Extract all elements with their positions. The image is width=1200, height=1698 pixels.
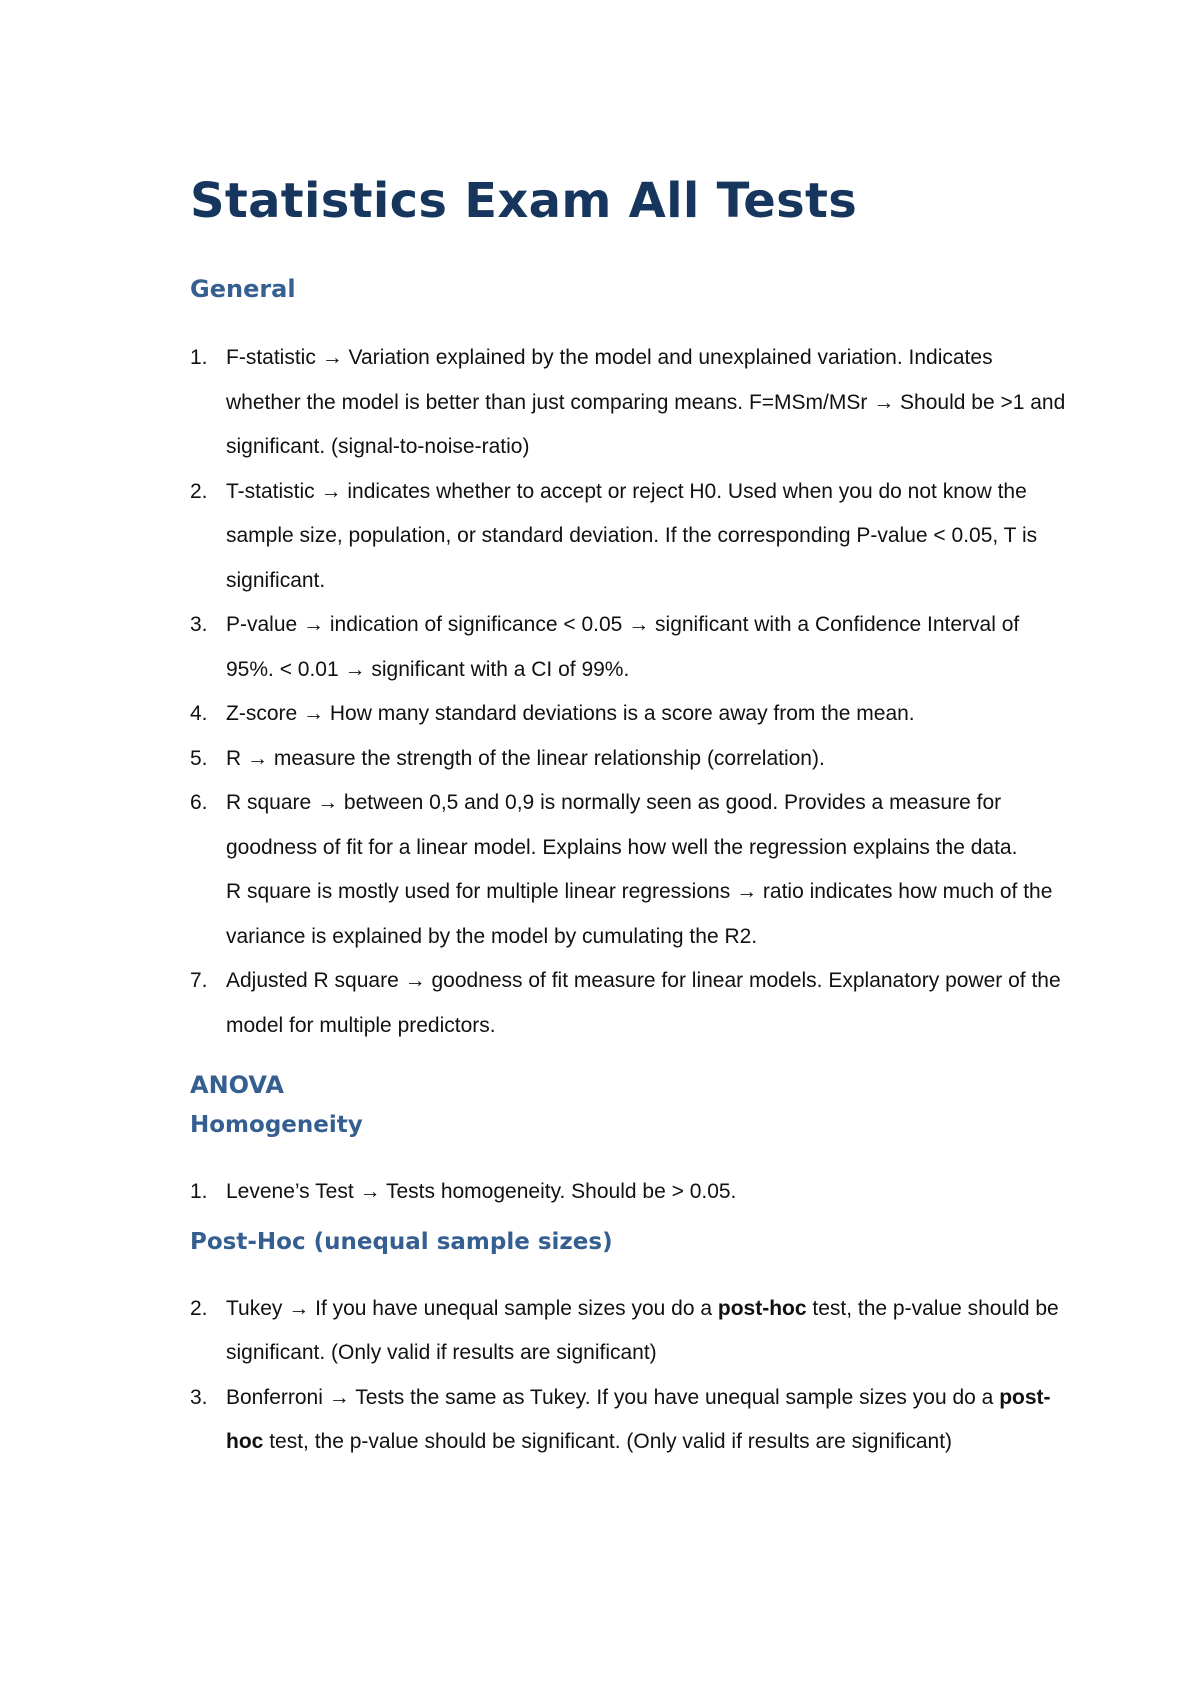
list-item bbox=[190, 692, 1070, 737]
list-number: 2. bbox=[190, 479, 208, 503]
item-text: goodness of fit measure for linear models. Explanatory power of the model for multiple predictors. bbox=[226, 969, 1061, 1037]
list-item bbox=[190, 781, 1070, 959]
page-title: Statistics Exam All Tests bbox=[190, 173, 858, 229]
arrow-icon: → bbox=[736, 880, 758, 903]
item-text: between 0,5 and 0,9 is normally seen as good. Provides a measure for goodness of fit for a linear model. Explains how well the regression explains the data. bbox=[226, 791, 1018, 859]
arrow-icon: → bbox=[303, 702, 325, 725]
item-term: R square bbox=[226, 791, 312, 814]
list-item bbox=[190, 1287, 1070, 1376]
list-number: 4. bbox=[190, 702, 208, 725]
arrow-icon: → bbox=[288, 1296, 310, 1320]
item-text: Should be >1 and significant. (signal-to-noise-ratio) bbox=[226, 390, 1066, 458]
section-heading-general: General bbox=[190, 275, 296, 303]
list-item bbox=[190, 336, 1070, 470]
arrow-icon: → bbox=[317, 791, 339, 814]
list-item bbox=[190, 1376, 1070, 1465]
item-text: indicates whether to accept or reject H0. Used when you do not know the sample size, population, or standard deviation. If the corresponding P-value < 0.05, T is significant. bbox=[226, 479, 1038, 592]
item-text: If you have unequal sample sizes you do a bbox=[315, 1296, 713, 1320]
item-text: Tests homogeneity. Should be > 0.05. bbox=[385, 1180, 737, 1203]
subsection-heading-posthoc: Post-Hoc (unequal sample sizes) bbox=[190, 1228, 613, 1255]
list-item bbox=[190, 470, 1070, 604]
list-number: 3. bbox=[190, 1385, 208, 1409]
arrow-icon: → bbox=[628, 613, 650, 636]
item-text: ratio indicates how much of the variance is explained by the model by cumulating the R2. bbox=[226, 880, 1053, 948]
item-text: test, the p-value should be significant. (Only valid if results are significant) bbox=[269, 1430, 953, 1453]
list-item bbox=[190, 959, 1070, 1048]
list-item bbox=[190, 603, 1070, 692]
list-number: 2. bbox=[190, 1296, 208, 1320]
item-term: Z-score bbox=[226, 702, 298, 725]
item-text: test, the p-value should be significant. (Only valid if results are significant) bbox=[226, 1296, 1059, 1364]
list-number: 7. bbox=[190, 969, 208, 992]
posthoc-list bbox=[190, 1287, 1070, 1465]
list-number: 6. bbox=[190, 791, 208, 814]
section-heading-anova: ANOVA bbox=[190, 1071, 284, 1099]
list-number: 5. bbox=[190, 746, 208, 770]
item-text: How many standard deviations is a score away from the mean. bbox=[329, 702, 915, 725]
list-item bbox=[190, 1170, 1070, 1215]
arrow-icon: → bbox=[344, 657, 366, 681]
arrow-icon: → bbox=[321, 346, 343, 369]
item-text: significant with a Confidence Interval of 95%. < 0.01 bbox=[226, 613, 1020, 681]
item-term: R bbox=[226, 746, 242, 770]
arrow-icon: → bbox=[303, 613, 325, 636]
item-term: T-statistic bbox=[226, 479, 315, 503]
item-text: significant with a CI of 99%. bbox=[371, 657, 630, 681]
arrow-icon: → bbox=[404, 969, 426, 992]
list-number: 1. bbox=[190, 346, 208, 369]
item-text: indication of significance < 0.05 bbox=[329, 613, 623, 636]
item-text: R square is mostly used for multiple linear regressions bbox=[226, 880, 731, 903]
list-number: 1. bbox=[190, 1180, 208, 1203]
item-text: Variation explained by the model and unexplained variation. Indicates whether the model is better than just comparing means. F=MSm/MSr bbox=[226, 346, 993, 414]
item-term: Adjusted R square bbox=[226, 969, 399, 992]
item-term: Levene’s Test bbox=[226, 1180, 354, 1203]
general-list bbox=[190, 336, 1070, 1048]
item-term: P-value bbox=[226, 613, 298, 636]
item-term: Bonferroni bbox=[226, 1385, 323, 1409]
arrow-icon: → bbox=[873, 390, 895, 414]
item-bold-text: post-hoc bbox=[226, 1385, 1051, 1453]
list-number: 3. bbox=[190, 613, 208, 636]
item-text: Tests the same as Tukey. If you have unequal sample sizes you do a bbox=[355, 1385, 994, 1409]
item-text: measure the strength of the linear relationship (correlation). bbox=[273, 746, 825, 770]
subsection-heading-homogeneity: Homogeneity bbox=[190, 1112, 363, 1138]
arrow-icon: → bbox=[359, 1180, 381, 1203]
arrow-icon: → bbox=[328, 1385, 350, 1409]
arrow-icon: → bbox=[247, 746, 269, 770]
item-term: Tukey bbox=[226, 1296, 283, 1320]
item-term: F-statistic bbox=[226, 346, 316, 369]
homogeneity-list bbox=[190, 1170, 1070, 1215]
arrow-icon: → bbox=[320, 479, 342, 503]
item-bold-text: post-hoc bbox=[717, 1296, 807, 1320]
document-page bbox=[190, 170, 1070, 1465]
list-item bbox=[190, 737, 1070, 782]
